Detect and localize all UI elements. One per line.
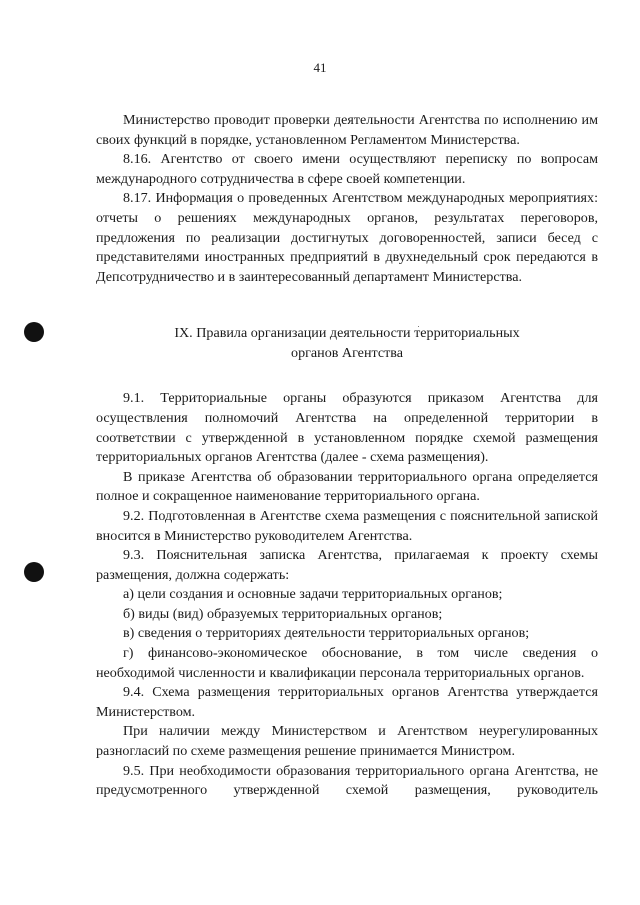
paragraph: 9.5. При необходимости образования территориального органа Агентства, не предусмотренного утвержденной схемой размещения, руководитель [96, 762, 598, 799]
paragraph: 9.3. Пояснительная записка Агентства, прилагаемая к проекту схемы размещения, должна содержать: [96, 547, 598, 583]
paragraph: Министерство проводит проверки деятельности Агентства по исполнению им своих функций в порядке, установленном Регламентом Министерства. [96, 112, 598, 148]
list-item: г) финансово-экономическое обоснование, в том числе сведения о необходимой численности и квалификации персонала территориальных органов. [96, 645, 598, 681]
punch-hole-icon [24, 322, 44, 342]
paragraph: В приказе Агентства об образовании территориального органа определяется полное и сокращенное наименование территориального органа. [96, 468, 598, 505]
paragraph: 8.16. Агентство от своего имени осуществляют переписку по вопросам международного сотрудничества в сфере своей компетенции. [96, 151, 598, 187]
section-heading-line: органов Агентства [291, 345, 403, 362]
paragraph: 9.2. Подготовленная в Агентстве схема размещения с пояснительной запиской вносится в Министерство руководителем Агентства. [96, 507, 598, 544]
list-item: в) сведения о территориях деятельности территориальных органов; [123, 625, 530, 642]
paragraph: 9.4. Схема размещения территориальных органов Агентства утверждается Министерством. [96, 684, 598, 720]
list-item: а) цели создания и основные задачи территориальных органов; [123, 586, 503, 603]
page-number: 41 [313, 60, 327, 75]
section-heading-line: IX. Правила организации деятельности территориальных [174, 325, 520, 342]
section-heading [96, 323, 598, 363]
paragraph: При наличии между Министерством и Агентством неурегулированных разногласий по схеме размещения решение принимается Министром. [96, 723, 598, 760]
punch-hole-icon [24, 562, 44, 582]
paragraph: 9.1. Территориальные органы образуются приказом Агентства для осуществления полномочий Агентства на определенной территории в соответствии с утвержденной в установленном порядке схемой размещения территориальных органов Агентства (далее - схема размещения). [96, 390, 598, 466]
paragraph: 8.17. Информация о проведенных Агентством международных мероприятиях: отчеты о решениях международных органов, результатах переговоров, предложения по реализации достигнутых договоренностей, записи бесед с представителями иностранных предприятий в двухнедельный срок передаются в Депсотрудничество и в заинтересованный департамент Министерства. [96, 190, 598, 285]
document-body [96, 111, 598, 801]
list-item: б) виды (вид) образуемых территориальных органов; [123, 605, 443, 622]
